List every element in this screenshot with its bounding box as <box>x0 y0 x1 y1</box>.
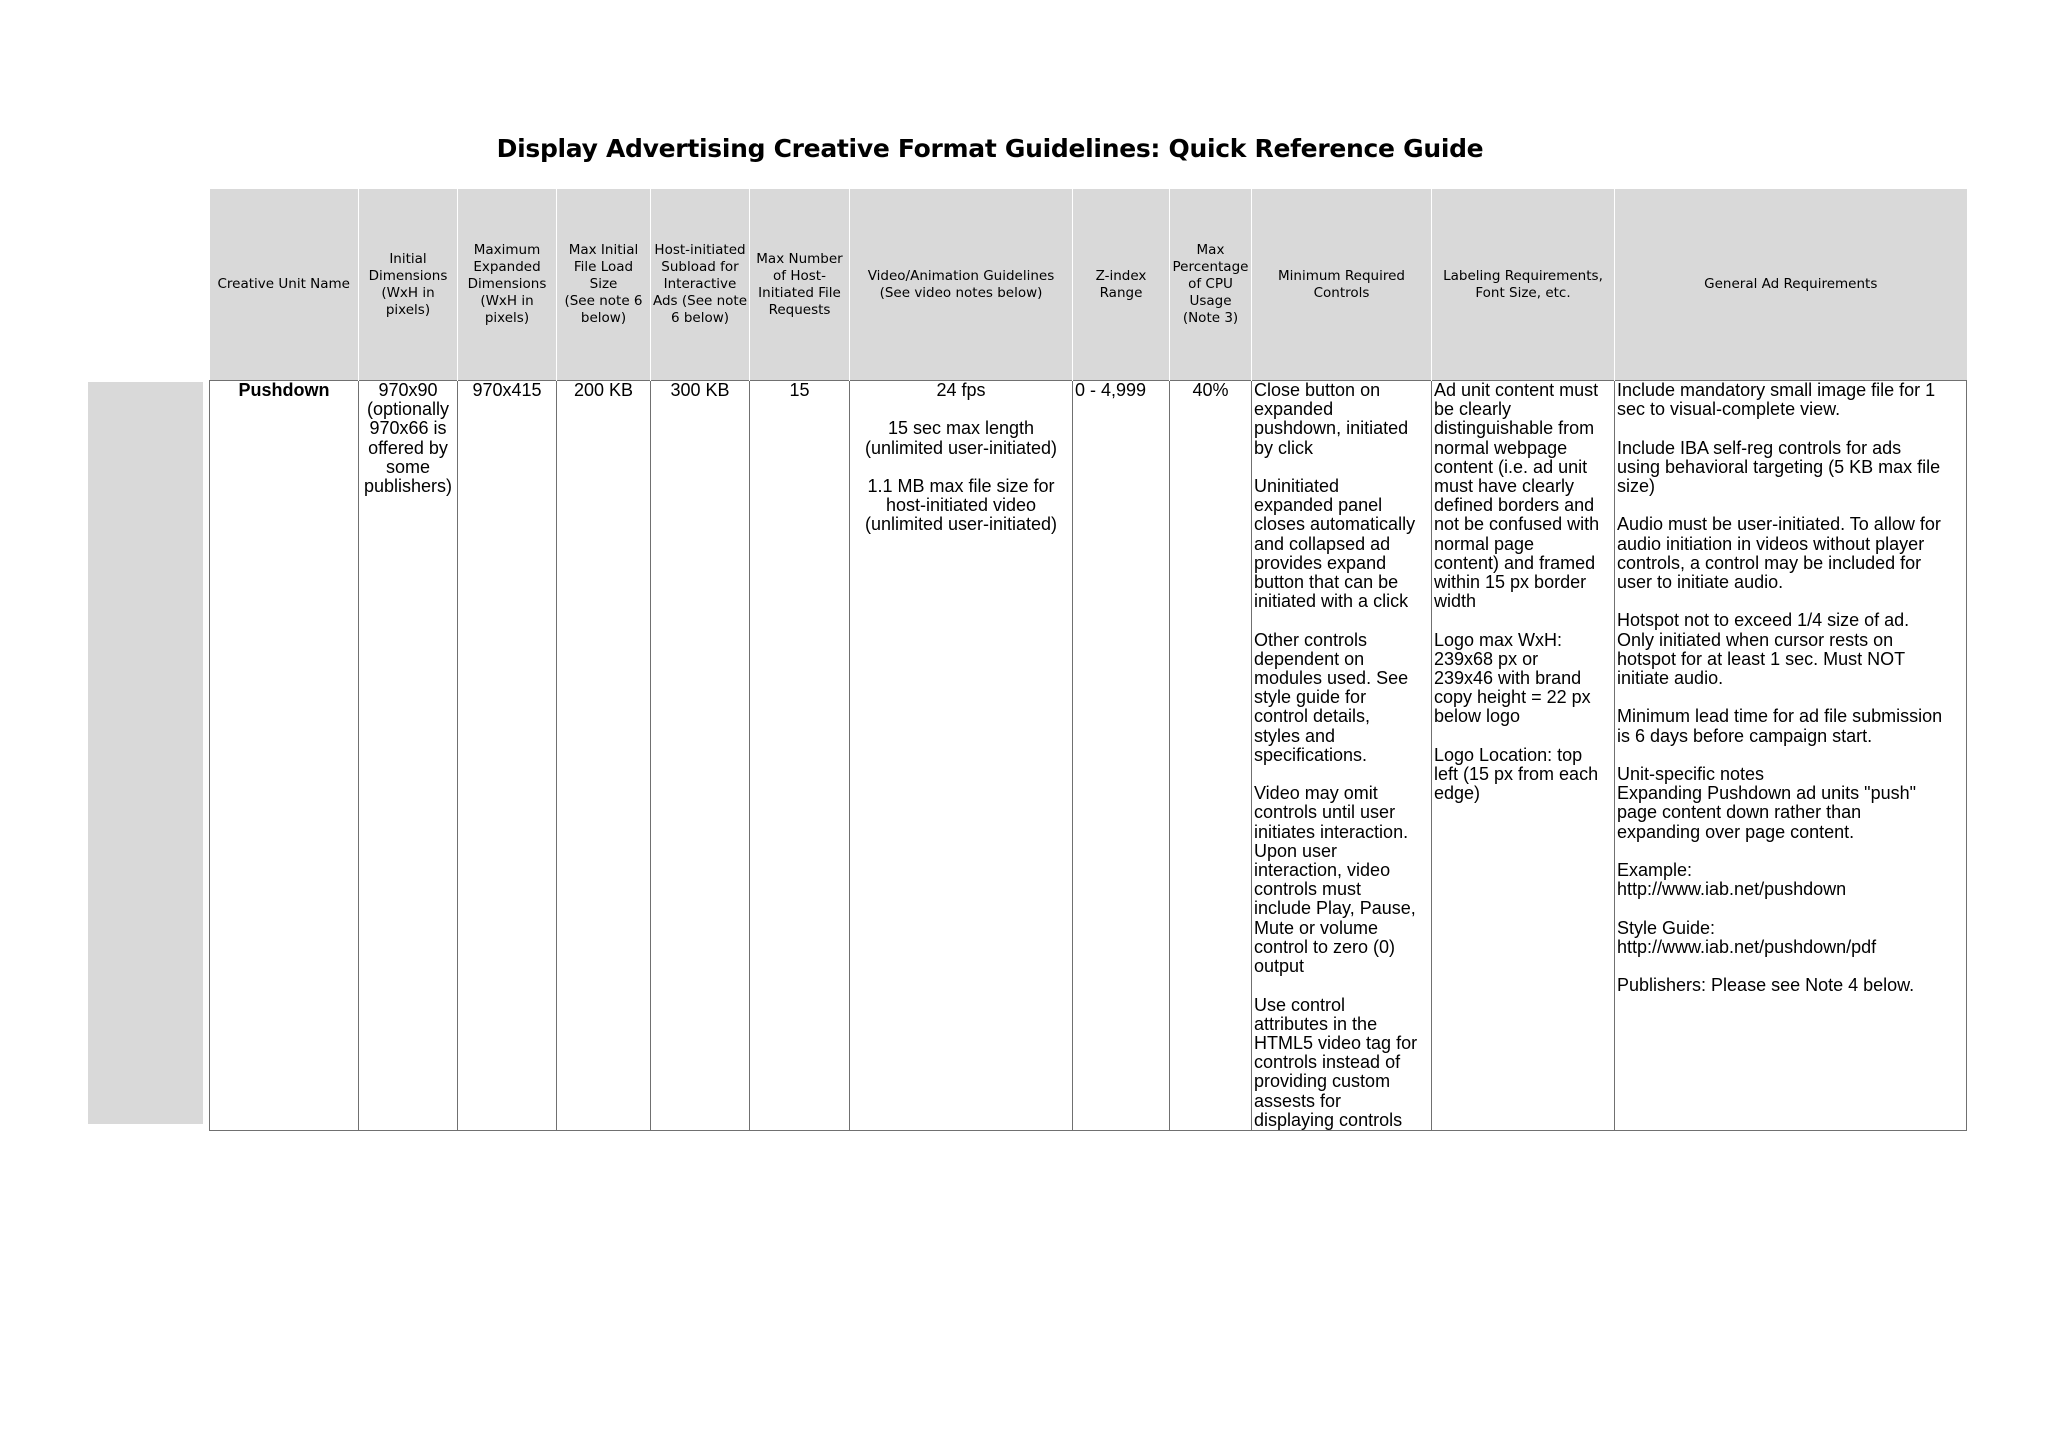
header-initial-dimensions: Initial Dimensions (WxH in pixels) <box>359 189 458 381</box>
cell-max-expanded-dimensions: 970x415 <box>458 381 557 1131</box>
header-creative-unit-name: Creative Unit Name <box>210 189 359 381</box>
cell-labeling: Ad unit content must be clearly distinguishable from normal webpage content (i.e. ad unit must have clearly defined borders and not be confused with normal page content) and framed within 15 px border width Logo max WxH: 239x68 px or 239x46 with brand copy height = 22 px below logo Logo Location: top left (15 px from each edge) <box>1432 381 1615 1131</box>
header-general-requirements: General Ad Requirements <box>1615 189 1967 381</box>
header-labeling: Labeling Requirements, Font Size, etc. <box>1432 189 1615 381</box>
cell-min-controls: Close button on expanded pushdown, initiated by click Uninitiated expanded panel closes automatically and collapsed ad provides expand button that can be initiated with a click Other controls dependent on modules used. See style guide for control details, styles and specifications. Video may omit controls until user initiates interaction. Upon user interaction, video controls must include Play, Pause, Mute or volume control to zero (0) output Use control attributes in the HTML5 video tag for controls instead of providing custom assests for displaying controls <box>1252 381 1432 1131</box>
header-max-initial-file-load: Max Initial File Load Size (See note 6 below) <box>557 189 651 381</box>
table-row <box>210 381 1967 1131</box>
header-z-index-range: Z-index Range <box>1073 189 1170 381</box>
header-row <box>210 189 1967 381</box>
cell-video-guidelines: 24 fps 15 sec max length (unlimited user-initiated) 1.1 MB max file size for host-initiated video (unlimited user-initiated) <box>850 381 1073 1131</box>
header-max-file-requests: Max Number of Host- Initiated File Requests <box>750 189 850 381</box>
header-min-controls: Minimum Required Controls <box>1252 189 1432 381</box>
header-max-cpu: Max Percentage of CPU Usage (Note 3) <box>1170 189 1252 381</box>
row-side-shading <box>88 382 203 1124</box>
header-host-initiated-subload: Host-initiated Subload for Interactive Ads (See note 6 below) <box>651 189 750 381</box>
cell-general-requirements: Include mandatory small image file for 1 sec to visual-complete view. Include IBA self-reg controls for ads using behavioral targeting (5 KB max file size) Audio must be user-initiated. To allow for audio initiation in videos without player controls, a control may be included for user to initiate audio. Hotspot not to exceed 1/4 size of ad. Only initiated when cursor rests on hotspot for at least 1 sec. Must NOT initiate audio. Minimum lead time for ad file submission is 6 days before campaign start. Unit-specific notes Expanding Pushdown ad units "push" page content down rather than expanding over page content. Example: http://www.iab.net/pushdown Style Guide: http://www.iab.net/pushdown/pdf Publishers: Please see Note 4 below. <box>1615 381 1967 1131</box>
guidelines-table <box>209 189 1967 1131</box>
cell-initial-dimensions: 970x90 (optionally 970x66 is offered by some publishers) <box>359 381 458 1131</box>
cell-max-file-requests: 15 <box>750 381 850 1131</box>
header-max-expanded-dimensions: Maximum Expanded Dimensions (WxH in pixels) <box>458 189 557 381</box>
cell-unit-name: Pushdown <box>210 381 359 1131</box>
page-title: Display Advertising Creative Format Guidelines: Quick Reference Guide <box>496 134 1484 163</box>
cell-max-initial-file-load: 200 KB <box>557 381 651 1131</box>
cell-z-index-range: 0 - 4,999 <box>1073 381 1170 1131</box>
header-video-guidelines: Video/Animation Guidelines (See video notes below) <box>850 189 1073 381</box>
cell-host-initiated-subload: 300 KB <box>651 381 750 1131</box>
cell-max-cpu: 40% <box>1170 381 1252 1131</box>
